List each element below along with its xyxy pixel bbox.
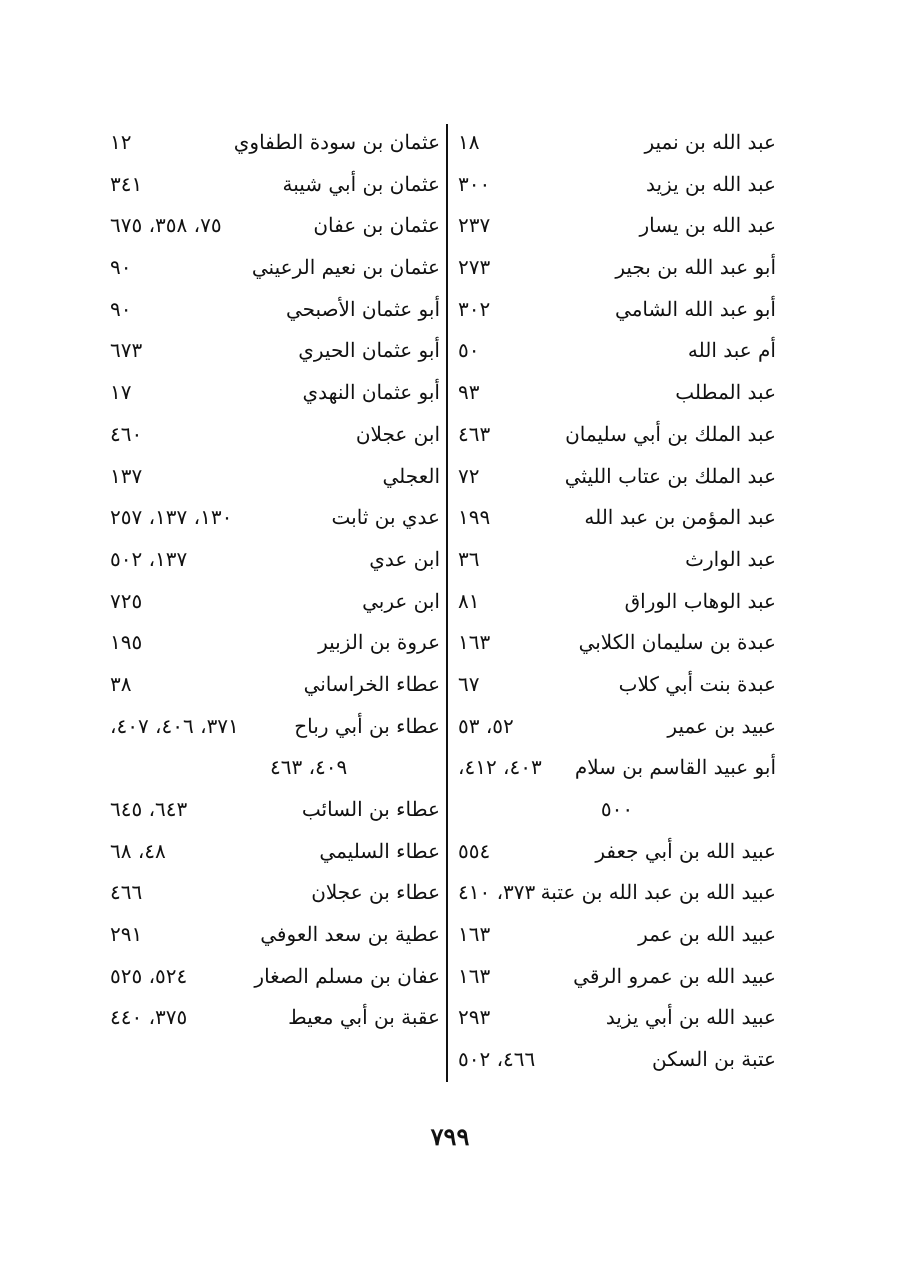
entry-name: عبد الملك بن أبي سليمان [565,421,776,446]
index-entry [110,330,440,372]
entry-pages: ١٦٣ [458,630,491,655]
index-entry [458,664,776,706]
index-entry [110,539,440,581]
entry-pages: ١٦٣ [458,922,491,947]
entry-name: عبد الله بن يزيد [646,171,776,196]
entry-name: عدي بن ثابت [331,505,440,530]
entry-pages: ٩٣ [458,380,480,405]
index-entry [458,997,776,1039]
entry-name: عبيد الله بن عمرو الرقي [573,963,776,988]
entry-name: أبو عثمان الأصبحي [285,296,440,321]
entry-name: أبو عثمان الحيري [298,338,440,363]
entry-name: عثمان بن نعيم الرعيني [251,255,440,280]
entry-name: أم عبد الله [687,338,776,363]
entry-pages: ١٢ [110,130,132,154]
entry-pages: ٣٠٠ [458,171,491,196]
index-entry [110,164,440,206]
entry-name: عبدة بن سليمان الكلابي [578,630,776,655]
entry-name: عبد المؤمن بن عبد الله [584,505,776,530]
index-entry [110,372,440,414]
entry-pages: ٣٨ [110,671,132,696]
index-entry [110,914,440,956]
index-entry [458,414,776,456]
entry-name: عبد الملك بن عتاب الليثي [564,463,776,488]
entry-name: عبد الله بن يسار [639,213,776,238]
entry-pages: ٣٧١، ٤٠٦، ٤٠٧، [110,713,239,738]
entry-pages: ١٨ [458,130,480,154]
index-entry [458,372,776,414]
index-entry [110,997,440,1039]
entry-name: أبو عبيد القاسم بن سلام [574,755,776,780]
index-entry [110,664,440,706]
index-entry [458,497,776,539]
index-entry [110,414,440,456]
entry-pages: ١٩٩ [458,505,491,530]
entry-name: عطاء بن أبي رباح [294,713,440,738]
index-column-left [110,122,440,1039]
entry-pages: ٣٧٥، ٤٤٠ [110,1005,188,1030]
index-entry [110,789,440,831]
entry-pages: ٩٠ [110,296,132,321]
entry-pages: ٥٥٤ [458,838,491,863]
entry-name: أبو عبد الله بن بجير [615,255,776,280]
index-entry [458,122,776,164]
entry-pages: ٦٤٣، ٦٤٥ [110,797,188,821]
entry-name: أبو عبد الله الشامي [615,296,776,321]
entry-pages: ٢٧٣ [458,255,491,280]
index-entry [110,497,440,539]
entry-name: عبيد الله بن عمر [638,922,776,947]
index-entry [110,122,440,164]
index-entry [458,205,776,247]
index-entry-continuation [458,789,776,831]
entry-name: عثمان بن عفان [313,213,440,238]
entry-name: عبيد الله بن عبد الله بن عتبة [540,880,776,905]
entry-pages: ٤٠٩، ٤٦٣ [270,755,348,780]
entry-name: عطاء الخراساني [303,671,440,696]
page-number: ٧٩٩ [430,1122,470,1151]
index-entry [458,956,776,998]
index-entry [458,747,776,789]
entry-pages: ٦٧٣ [110,338,143,363]
index-entry [458,164,776,206]
entry-pages: ٥٠ [458,338,480,363]
entry-pages: ٤٦٠ [110,421,143,446]
entry-name: ابن عربي [362,588,440,613]
entry-pages: ٤٦٣ [458,421,491,446]
entry-pages: ١٦٣ [458,963,491,988]
entry-name: أبو عثمان النهدي [302,380,440,405]
index-entry [458,456,776,498]
entry-pages: ٤٦٦ [110,880,143,905]
index-entry [458,622,776,664]
entry-name: عروة بن الزبير [318,630,440,655]
entry-pages: ٥٢٤، ٥٢٥ [110,963,188,988]
index-entry [458,581,776,623]
entry-name: عبيد الله بن أبي جعفر [595,838,776,863]
index-entry [110,872,440,914]
index-entry [458,539,776,581]
index-entry [110,289,440,331]
entry-name: عبيد بن عمير [667,713,776,738]
entry-name: عطاء السليمي [319,838,440,863]
index-entry [110,831,440,873]
entry-pages: ١٣٧، ٥٠٢ [110,546,188,571]
entry-name: عتبة بن السكن [652,1047,776,1072]
entry-name: عبيد الله بن أبي يزيد [605,1005,776,1030]
entry-name: عبد الوارث [685,546,776,571]
entry-pages: ١٣٠، ١٣٧، ٢٥٧ [110,505,233,530]
entry-pages: ٤٨، ٦٨ [110,838,166,863]
index-entry [458,914,776,956]
entry-pages: ٧٢ [458,463,480,488]
index-entry [458,247,776,289]
entry-name: ابن عدي [369,546,440,571]
index-entry [110,456,440,498]
entry-name: ابن عجلان [355,421,440,446]
entry-name: عفان بن مسلم الصغار [254,963,440,988]
column-divider [446,124,448,1082]
entry-pages: ٥٢، ٥٣ [458,713,514,738]
entry-name: عبد الله بن نمير [644,130,776,154]
index-entry [458,706,776,748]
entry-pages: ٣٦ [458,546,480,571]
entry-pages: ٣٧٣، ٤١٠ [458,880,536,905]
index-entry [458,330,776,372]
index-entry [458,1039,776,1081]
entry-pages: ١٩٥ [110,630,143,655]
index-entry [458,289,776,331]
entry-name: العجلي [382,463,440,488]
entry-name: عثمان بن سودة الطفاوي [233,130,440,154]
entry-pages: ٨١ [458,588,480,613]
index-entry-continuation [110,747,440,789]
entry-pages: ٩٠ [110,255,132,280]
entry-name: عبد الوهاب الوراق [624,588,776,613]
index-entry [110,205,440,247]
index-entry [458,872,776,914]
index-column-right [458,122,776,1081]
entry-pages: ٢٩٣ [458,1005,491,1030]
index-entry [110,581,440,623]
entry-name: عقبة بن أبي معيط [288,1005,440,1030]
index-entry [458,831,776,873]
entry-pages: ٤٠٣، ٤١٢، [458,755,542,780]
entry-pages: ١٧ [110,380,132,405]
entry-pages: ٧٥، ٣٥٨، ٦٧٥ [110,213,222,238]
index-entry [110,622,440,664]
entry-pages: ٣٠٢ [458,296,491,321]
entry-pages: ٧٢٥ [110,588,143,613]
entry-name: عثمان بن أبي شيبة [282,171,440,196]
entry-pages: ١٣٧ [110,463,143,488]
entry-name: عطية بن سعد العوفي [260,922,440,947]
entry-pages: ٢٩١ [110,922,143,947]
entry-pages: ٥٠٠ [600,797,634,821]
index-entry [110,706,440,748]
entry-pages: ٦٧ [458,671,480,696]
entry-pages: ٢٣٧ [458,213,491,238]
entry-pages: ٣٤١ [110,171,143,196]
entry-pages: ٤٦٦، ٥٠٢ [458,1047,536,1072]
entry-name: عبد المطلب [675,380,776,405]
entry-name: عطاء بن السائب [301,797,440,821]
index-entry [110,956,440,998]
entry-name: عبدة بنت أبي كلاب [618,671,776,696]
index-entry [110,247,440,289]
entry-name: عطاء بن عجلان [311,880,440,905]
